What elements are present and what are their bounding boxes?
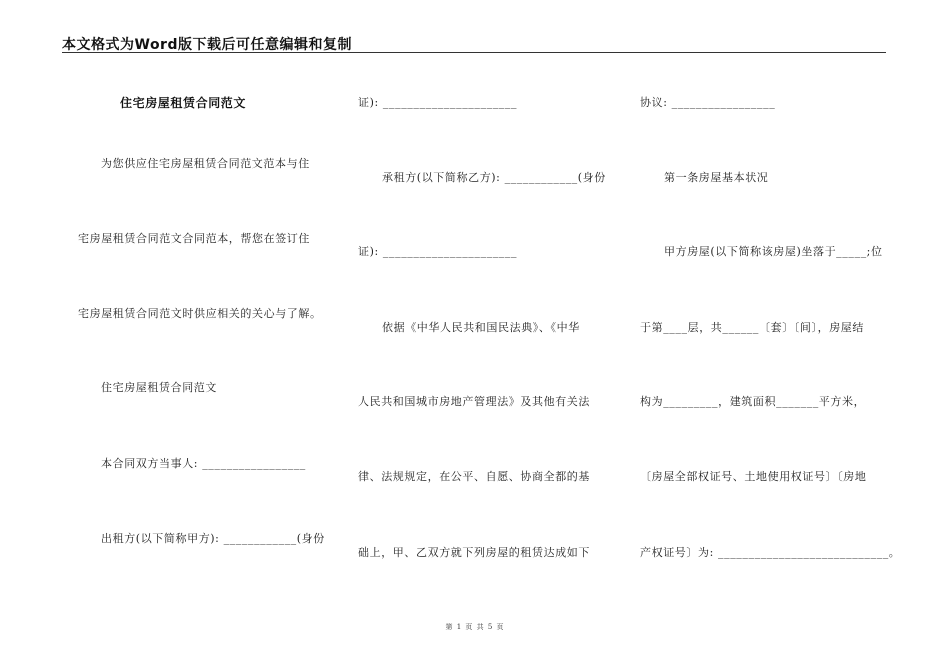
paragraph-line: 于第____层，共______〔套〕〔间〕，房屋结 [640, 321, 864, 334]
document-title: 住宅房屋租赁合同范文 [120, 96, 247, 110]
paragraph-line: 本合同双方当事人: _________________ [101, 457, 306, 470]
paragraph-line: 宅房屋租赁合同范文时供应相关的关心与了解。 [78, 307, 322, 320]
paragraph-line: 为您供应住宅房屋租赁合同范文范本与住 [101, 157, 310, 170]
paragraph-line: 协议: _________________ [640, 96, 776, 109]
paragraph-line: 产权证号〕为: ____________________________。 [640, 546, 901, 559]
paragraph-line: 人民共和国城市房地产管理法》及其他有关法 [358, 395, 590, 408]
paragraph-line: 甲方房屋(以下简称该房屋)坐落于_____;位 [664, 245, 883, 258]
paragraph-line: 宅房屋租赁合同范文合同范本，帮您在签订住 [78, 232, 310, 245]
paragraph-line: 律、法规规定，在公平、自愿、协商全都的基 [358, 470, 590, 483]
paragraph-line: 证): ______________________ [358, 96, 518, 109]
paragraph-line: 证): ______________________ [358, 245, 518, 258]
paragraph-line: 依据《中华人民共和国民法典》、《中华 [382, 321, 580, 334]
page-number: 第 1 页 共 5 页 [445, 623, 505, 631]
paragraph-line: 〔房屋全部权证号、土地使用权证号〕〔房地 [640, 470, 867, 483]
page-header [62, 34, 886, 53]
section-heading: 第一条房屋基本状况 [664, 171, 769, 184]
paragraph-line: 构为_________，建筑面积_______平方米， [640, 395, 866, 408]
paragraph-line: 承租方(以下简称乙方): ____________(身份 [382, 171, 606, 184]
header-title: 本文格式为Word版下载后可任意编辑和复制 [62, 37, 352, 53]
section-heading: 住宅房屋租赁合同范文 [101, 381, 217, 394]
paragraph-line: 出租方(以下简称甲方): ____________(身份 [101, 532, 325, 545]
paragraph-line: 础上，甲、乙双方就下列房屋的租赁达成如下 [358, 546, 590, 559]
